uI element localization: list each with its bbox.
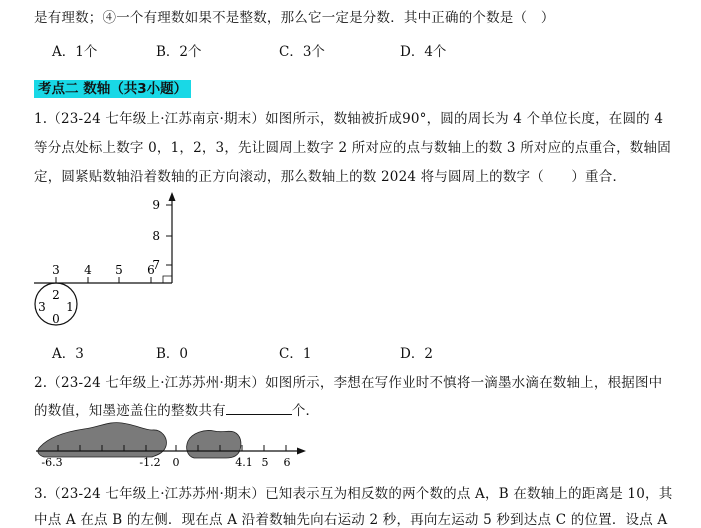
q3-text-line-1: 3.（23-24 七年级上·江苏苏州·期末）已知表示互为相反数的两个数的点 A，B 在数轴上的距离是 10，其 xyxy=(34,486,673,502)
q1-option-b: B．0 xyxy=(156,346,189,362)
circle-label-left: 3 xyxy=(38,300,46,314)
ink-blot-right xyxy=(187,430,241,458)
circle-label-right: 1 xyxy=(66,300,74,314)
q2-label-4-1: 4.1 xyxy=(235,456,253,469)
q2-axis-arrow xyxy=(297,448,306,455)
q2-text-line-2-before: 的数值，知墨迹盖住的整数共有 xyxy=(34,403,226,419)
prev-option-d: D．4个 xyxy=(400,44,447,60)
q1-option-d: D．2 xyxy=(400,346,433,362)
horizontal-label-4: 4 xyxy=(84,263,92,277)
q2-text-line-1: 2.（23-24 七年级上·江苏苏州·期末）如图所示，李想在写作业时不慎将一滴墨水滴在数轴上，根据图中 xyxy=(34,375,663,391)
section-heading: 考点二 数轴（共3小题） xyxy=(34,80,191,98)
q3-text-line-2: 中点 A 在点 B 的左侧．现在点 A 沿着数轴先向右运动 2 秒，再向左运动 5 秒到达点 C 的位置．设点 A xyxy=(34,512,668,528)
circle-label-top: 2 xyxy=(52,288,60,302)
q2-label-zero: 0 xyxy=(172,456,180,469)
q1-option-a: A．3 xyxy=(52,346,84,362)
q2-label-5: 5 xyxy=(261,456,269,469)
horizontal-label-5: 5 xyxy=(115,263,123,277)
q1-text-line-3: 定，圆紧贴数轴沿着数轴的正方向滚动，那么数轴上的数 2024 将与圆周上的数字（ ）重合． xyxy=(34,169,627,185)
vertical-label-7: 7 xyxy=(152,258,160,272)
prev-option-a: A．1个 xyxy=(52,44,98,60)
prev-question-tail: 是有理数；④一个有理数如果不是整数，那么它一定是分数．其中正确的个数是（ ） xyxy=(34,10,555,26)
circle-label-bottom: 0 xyxy=(52,312,60,326)
q1-text-line-1: 1.（23-24 七年级上·江苏南京·期末）如图所示，数轴被折成90°，圆的周长为 4 个单位长度，在圆的 4 xyxy=(34,111,664,127)
vertical-label-9: 9 xyxy=(152,198,160,212)
q2-label-6: 6 xyxy=(283,456,291,469)
horizontal-label-3: 3 xyxy=(52,263,60,277)
horizontal-label-6: 6 xyxy=(147,263,155,277)
q2-text-line-2-after: 个． xyxy=(291,403,320,419)
q1-text-line-2: 等分点处标上数字 0，1，2，3，先让圆周上数字 2 所对应的点与数轴上的数 3 所对应的点重合，数轴固 xyxy=(34,140,671,156)
ink-blot-left xyxy=(38,423,166,457)
q2-label-neg-1-2: -1.2 xyxy=(139,456,161,469)
prev-option-b: B．2个 xyxy=(156,44,202,60)
q2-label-neg-6-3: -6.3 xyxy=(41,456,63,469)
q1-option-c: C．1 xyxy=(279,346,312,362)
prev-option-c: C．3个 xyxy=(279,44,325,60)
vertical-label-8: 8 xyxy=(152,229,160,243)
